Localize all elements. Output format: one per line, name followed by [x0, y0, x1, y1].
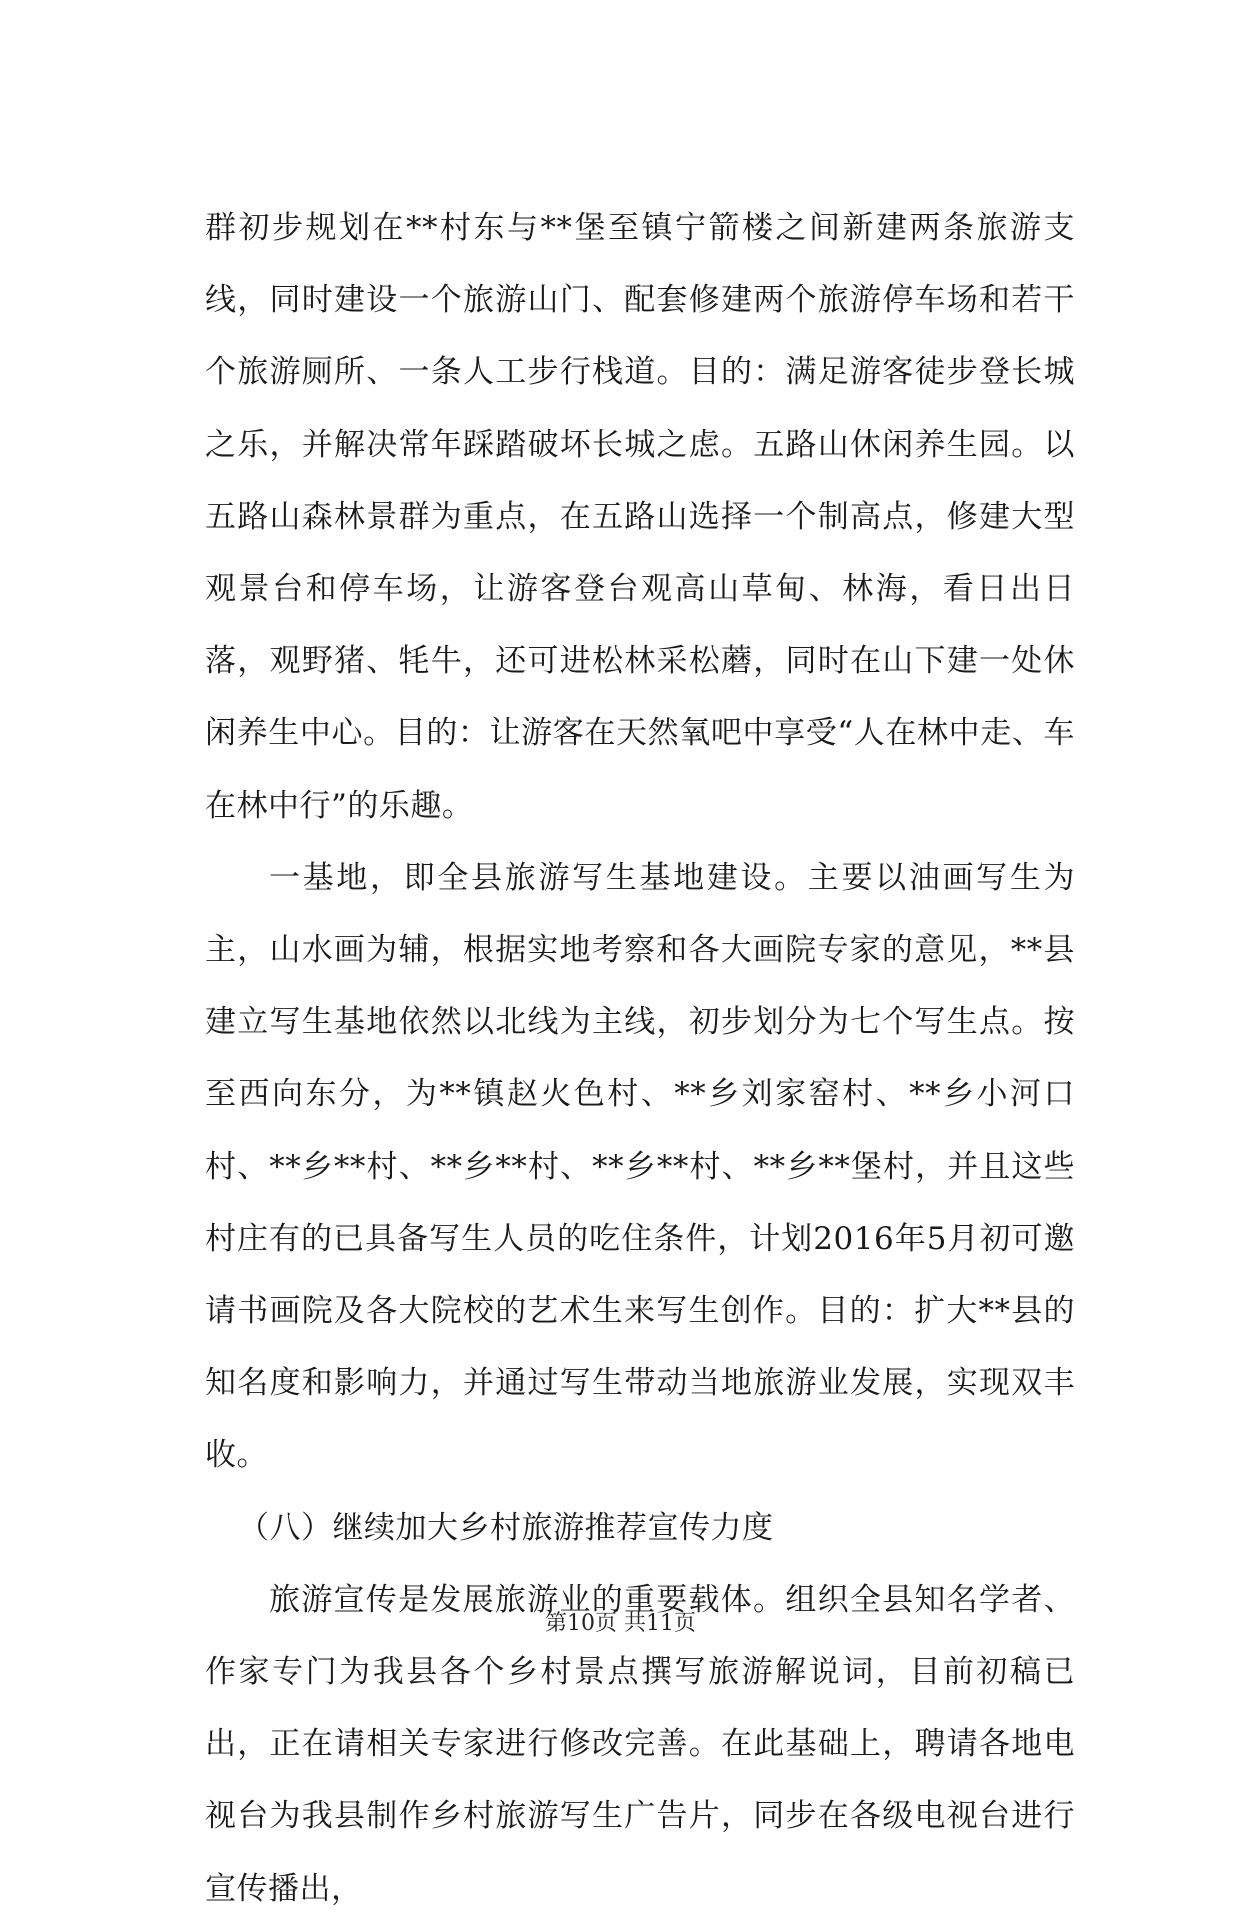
paragraph-continuation: 群初步规划在**村东与**堡至镇宁箭楼之间新建两条旅游支线，同时建设一个旅游山门、配套修建两个旅游停车场和若干个旅游厕所、一条人工步行栈道。目的：满足游客徒步登长城之乐，并解决常年踩踏破坏长城之虑。五路山休闲养生园。以五路山森林景群为重点，在五路山选择一个制高点，修建大型观景台和停车场，让游客登台观高山草甸、林海，看日出日落，观野猪、牦牛，还可进松林采松蘑，同时在山下建一处休闲养生中心。目的：让游客在天然氧吧中享受“人在林中走、车在林中行”的乐趣。 — [205, 210, 1075, 824]
section-heading: （八）继续加大乡村旅游推荐宣传力度 — [238, 1509, 774, 1546]
page-footer: 第10页 共11页 — [545, 1611, 696, 1636]
document-body — [205, 192, 1075, 1925]
paragraph-tourism-promotion: 旅游宣传是发展旅游业的重要载体。组织全县知名学者、作家专门为我县各个乡村景点撰写旅游解说词，目前初稿已出，正在请相关专家进行修改完善。在此基础上，聘请各地电视台为我县制作乡村旅游写生广告片，同步在各级电视台进行宣传播出， — [205, 1581, 1075, 1907]
paragraph-sketch-base: 一基地，即全县旅游写生基地建设。主要以油画写生为主，山水画为辅，根据实地考察和各大画院专家的意见，**县建立写生基地依然以北线为主线，初步划分为七个写生点。按至西向东分，为**镇赵火色村、**乡刘家窑村、**乡小河口村、**乡**村、**乡**村、**乡**村、**乡**堡村，并且这些村庄有的已具备写生人员的吃住条件，计划2016年5月初可邀请书画院及各大院校的艺术生来写生创作。目的：扩大**县的知名度和影响力，并通过写生带动当地旅游业发展，实现双丰收。 — [205, 859, 1075, 1474]
